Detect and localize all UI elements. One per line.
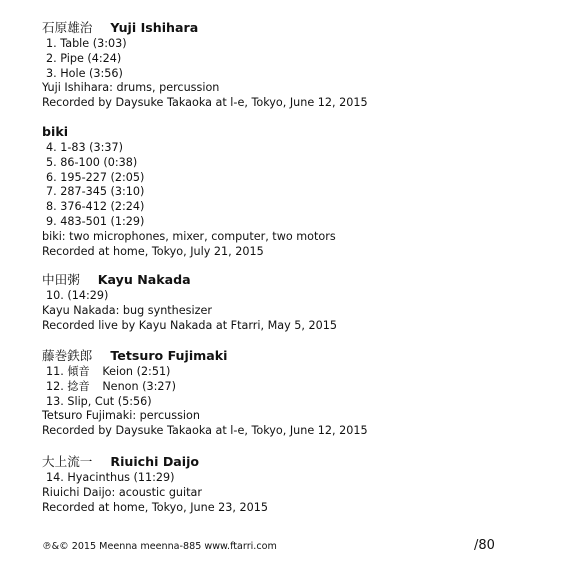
section-yuji-ishihara <box>42 20 542 111</box>
section-tetsuro-fujimaki <box>42 348 542 439</box>
artist-native-name: 中田粥 <box>42 272 80 287</box>
artist-native-name: 石原雄治 <box>42 20 93 35</box>
instruments-credit: Tetsuro Fujimaki: percussion <box>42 409 200 423</box>
track-title: Nenon (3:27) <box>102 379 176 393</box>
artist-roman-name: Yuji Ishihara <box>110 20 199 35</box>
track-native-title: 傾音 <box>67 365 90 378</box>
track-item <box>42 365 542 380</box>
artist-roman-name: Tetsuro Fujimaki <box>110 348 228 363</box>
section-biki <box>42 124 542 259</box>
artist-native-name: 藤巻鉄郎 <box>42 348 93 363</box>
artist-heading <box>42 20 542 36</box>
track-title: Keion (2:51) <box>102 365 171 378</box>
recording-credit: Recorded live by Kayu Nakada at Ftarri, May 5, 2015 <box>42 318 337 332</box>
section-riuichi-daijo <box>42 454 542 515</box>
artist-heading <box>42 272 542 288</box>
track-item: 3. Hole (3:56) <box>46 66 123 80</box>
recording-credit: Recorded by Daysuke Takaoka at l-e, Tokyo, June 12, 2015 <box>42 424 368 438</box>
track-item: 5. 86-100 (0:38) <box>46 155 138 169</box>
section-kayu-nakada <box>42 272 542 333</box>
track-item: 4. 1-83 (3:37) <box>46 141 124 154</box>
artist-roman-name: Kayu Nakada <box>97 272 191 287</box>
artist-heading <box>42 124 542 140</box>
track-title: Slip, Cut (5:56) <box>67 394 152 408</box>
track-native-title: 捻音 <box>67 379 90 393</box>
track-item: 7. 287-345 (3:10) <box>46 185 145 199</box>
track-item: 2. Pipe (4:24) <box>46 51 122 65</box>
track-number: 13. <box>46 394 64 408</box>
track-number: 11. <box>46 365 64 378</box>
copyright-footer: ℗&© 2015 Meenna meenna-885 www.ftarri.com <box>42 541 277 552</box>
track-item: 6. 195-227 (2:05) <box>46 170 145 184</box>
track-item: 1. Table (3:03) <box>46 37 127 50</box>
track-item: 14. Hyacinthus (11:29) <box>46 471 175 484</box>
instruments-credit: Yuji Ishihara: drums, percussion <box>42 81 220 95</box>
artist-roman-name: Riuichi Daijo <box>110 454 200 469</box>
artist-heading <box>42 454 542 470</box>
recording-credit: Recorded at home, Tokyo, June 23, 2015 <box>42 500 268 514</box>
recording-credit: Recorded at home, Tokyo, July 21, 2015 <box>42 244 264 258</box>
artist-roman-name: biki <box>42 124 69 139</box>
track-number: 12. <box>46 379 64 393</box>
artist-heading <box>42 348 542 364</box>
instruments-credit: biki: two microphones, mixer, computer, two motors <box>42 229 336 243</box>
track-item: 8. 376-412 (2:24) <box>46 200 145 214</box>
track-item <box>42 380 542 395</box>
track-item: 9. 483-501 (1:29) <box>46 214 145 228</box>
page-number: /80 <box>474 538 495 553</box>
instruments-credit: Riuichi Daijo: acoustic guitar <box>42 485 202 499</box>
instruments-credit: Kayu Nakada: bug synthesizer <box>42 303 212 317</box>
artist-native-name: 大上流一 <box>42 454 93 469</box>
recording-credit: Recorded by Daysuke Takaoka at l-e, Tokyo, June 12, 2015 <box>42 96 368 110</box>
track-item <box>42 395 542 410</box>
track-item: 10. (14:29) <box>46 289 109 302</box>
